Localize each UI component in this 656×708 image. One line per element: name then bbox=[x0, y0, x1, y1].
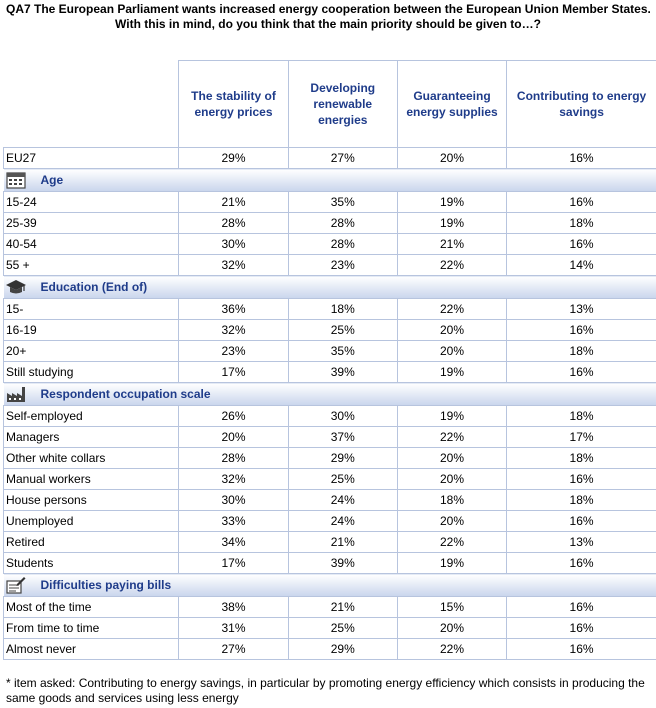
cell-value: 22% bbox=[397, 639, 506, 660]
cell-value: 16% bbox=[507, 618, 656, 639]
cell-value: 20% bbox=[397, 341, 506, 362]
cell-value: 19% bbox=[397, 213, 506, 234]
cell-value: 18% bbox=[507, 448, 656, 469]
cell-value: 30% bbox=[288, 406, 397, 427]
cell-value: 27% bbox=[288, 148, 397, 169]
cell-value: 20% bbox=[397, 320, 506, 341]
cell-value: 20% bbox=[397, 511, 506, 532]
row-label: 55 + bbox=[4, 255, 179, 276]
table-row bbox=[4, 192, 656, 213]
section-header bbox=[4, 383, 656, 406]
section-header bbox=[4, 169, 656, 192]
table-row bbox=[4, 406, 656, 427]
cell-value: 25% bbox=[288, 469, 397, 490]
table-row bbox=[4, 490, 656, 511]
section-title bbox=[4, 574, 656, 597]
cell-value: 20% bbox=[179, 427, 288, 448]
header-corner bbox=[4, 61, 179, 148]
section-header bbox=[4, 276, 656, 299]
cell-value: 22% bbox=[397, 427, 506, 448]
cell-value: 19% bbox=[397, 406, 506, 427]
table-row bbox=[4, 320, 656, 341]
cell-value: 17% bbox=[179, 553, 288, 574]
row-label: Other white collars bbox=[4, 448, 179, 469]
section-label: Education (End of) bbox=[40, 280, 148, 294]
table-row bbox=[4, 213, 656, 234]
row-label: EU27 bbox=[4, 148, 179, 169]
cell-value: 21% bbox=[288, 532, 397, 553]
cell-value: 28% bbox=[179, 213, 288, 234]
cell-value: 22% bbox=[397, 532, 506, 553]
cell-value: 24% bbox=[288, 511, 397, 532]
section-header bbox=[4, 574, 656, 597]
column-header: Developing renewable energies bbox=[288, 61, 397, 148]
cell-value: 13% bbox=[507, 299, 656, 320]
table-row bbox=[4, 469, 656, 490]
cell-value: 16% bbox=[507, 192, 656, 213]
cell-value: 35% bbox=[288, 341, 397, 362]
cell-value: 20% bbox=[397, 618, 506, 639]
cell-value: 36% bbox=[179, 299, 288, 320]
cell-value: 19% bbox=[397, 192, 506, 213]
cell-value: 16% bbox=[507, 320, 656, 341]
cell-value: 16% bbox=[507, 597, 656, 618]
cell-value: 23% bbox=[288, 255, 397, 276]
table-row bbox=[4, 618, 656, 639]
table-row bbox=[4, 532, 656, 553]
table-row bbox=[4, 427, 656, 448]
row-label: Self-employed bbox=[4, 406, 179, 427]
row-label: Most of the time bbox=[4, 597, 179, 618]
cell-value: 18% bbox=[507, 406, 656, 427]
row-label: House persons bbox=[4, 490, 179, 511]
cell-value: 34% bbox=[179, 532, 288, 553]
row-label: 15-24 bbox=[4, 192, 179, 213]
cell-value: 18% bbox=[507, 213, 656, 234]
row-label: Unemployed bbox=[4, 511, 179, 532]
footnote: * item asked: Contributing to energy savings, in particular by promoting energy efficiency which consists in producing the same goods and services using less energy bbox=[6, 676, 645, 705]
cell-value: 16% bbox=[507, 234, 656, 255]
column-header: Contributing to energy savings bbox=[507, 61, 656, 148]
cell-value: 16% bbox=[507, 362, 656, 383]
cell-value: 18% bbox=[397, 490, 506, 511]
cell-value: 32% bbox=[179, 320, 288, 341]
table-row bbox=[4, 299, 656, 320]
cell-value: 27% bbox=[179, 639, 288, 660]
cell-value: 20% bbox=[397, 448, 506, 469]
cell-value: 23% bbox=[179, 341, 288, 362]
cell-value: 16% bbox=[507, 553, 656, 574]
cell-value: 30% bbox=[179, 234, 288, 255]
table-row bbox=[4, 639, 656, 660]
table-row bbox=[4, 553, 656, 574]
cell-value: 16% bbox=[507, 469, 656, 490]
cell-value: 21% bbox=[179, 192, 288, 213]
cell-value: 39% bbox=[288, 553, 397, 574]
section-label: Age bbox=[40, 173, 64, 187]
cell-value: 32% bbox=[179, 469, 288, 490]
title-line-1: QA7 The European Parliament wants increased energy cooperation between the European Union Member States. bbox=[6, 2, 651, 16]
cell-value: 35% bbox=[288, 192, 397, 213]
cell-value: 17% bbox=[179, 362, 288, 383]
table-row-eu27 bbox=[4, 148, 656, 169]
row-label: Still studying bbox=[4, 362, 179, 383]
cell-value: 32% bbox=[179, 255, 288, 276]
cell-value: 29% bbox=[179, 148, 288, 169]
row-label: Almost never bbox=[4, 639, 179, 660]
row-label: Students bbox=[4, 553, 179, 574]
row-label: Managers bbox=[4, 427, 179, 448]
cell-value: 22% bbox=[397, 299, 506, 320]
cell-value: 15% bbox=[397, 597, 506, 618]
row-label: 15- bbox=[4, 299, 179, 320]
row-label: Manual workers bbox=[4, 469, 179, 490]
column-header: The stability of energy prices bbox=[179, 61, 288, 148]
section-title bbox=[4, 276, 656, 299]
cell-value: 38% bbox=[179, 597, 288, 618]
cell-value: 26% bbox=[179, 406, 288, 427]
cell-value: 25% bbox=[288, 618, 397, 639]
row-label: 20+ bbox=[4, 341, 179, 362]
title-line-2: With this in mind, do you think that the main priority should be given to…? bbox=[115, 17, 541, 31]
table-row bbox=[4, 234, 656, 255]
cell-value: 21% bbox=[397, 234, 506, 255]
table-row bbox=[4, 597, 656, 618]
cell-value: 25% bbox=[288, 320, 397, 341]
cell-value: 13% bbox=[507, 532, 656, 553]
table-title bbox=[0, 2, 656, 32]
table-row bbox=[4, 511, 656, 532]
cell-value: 28% bbox=[179, 448, 288, 469]
cell-value: 22% bbox=[397, 255, 506, 276]
section-label: Difficulties paying bills bbox=[40, 578, 172, 592]
cell-value: 31% bbox=[179, 618, 288, 639]
cell-value: 29% bbox=[288, 448, 397, 469]
row-label: 40-54 bbox=[4, 234, 179, 255]
header-row bbox=[4, 61, 656, 148]
table-row bbox=[4, 255, 656, 276]
cell-value: 18% bbox=[507, 341, 656, 362]
column-header: Guaranteeing energy supplies bbox=[397, 61, 506, 148]
cell-value: 33% bbox=[179, 511, 288, 532]
cell-value: 16% bbox=[507, 511, 656, 532]
cell-value: 39% bbox=[288, 362, 397, 383]
table-row bbox=[4, 341, 656, 362]
cell-value: 18% bbox=[288, 299, 397, 320]
row-label: Retired bbox=[4, 532, 179, 553]
cell-value: 17% bbox=[507, 427, 656, 448]
cell-value: 16% bbox=[507, 148, 656, 169]
results-table bbox=[3, 60, 656, 660]
cell-value: 14% bbox=[507, 255, 656, 276]
cell-value: 29% bbox=[288, 639, 397, 660]
row-label: 25-39 bbox=[4, 213, 179, 234]
cell-value: 28% bbox=[288, 234, 397, 255]
cell-value: 16% bbox=[507, 639, 656, 660]
section-label: Respondent occupation scale bbox=[40, 387, 211, 401]
cell-value: 18% bbox=[507, 490, 656, 511]
cell-value: 24% bbox=[288, 490, 397, 511]
section-title bbox=[4, 169, 656, 192]
table-row bbox=[4, 448, 656, 469]
section-title bbox=[4, 383, 656, 406]
cell-value: 20% bbox=[397, 148, 506, 169]
cell-value: 30% bbox=[179, 490, 288, 511]
row-label: From time to time bbox=[4, 618, 179, 639]
cell-value: 19% bbox=[397, 362, 506, 383]
cell-value: 19% bbox=[397, 553, 506, 574]
row-label: 16-19 bbox=[4, 320, 179, 341]
table-row bbox=[4, 362, 656, 383]
cell-value: 37% bbox=[288, 427, 397, 448]
cell-value: 20% bbox=[397, 469, 506, 490]
cell-value: 21% bbox=[288, 597, 397, 618]
cell-value: 28% bbox=[288, 213, 397, 234]
